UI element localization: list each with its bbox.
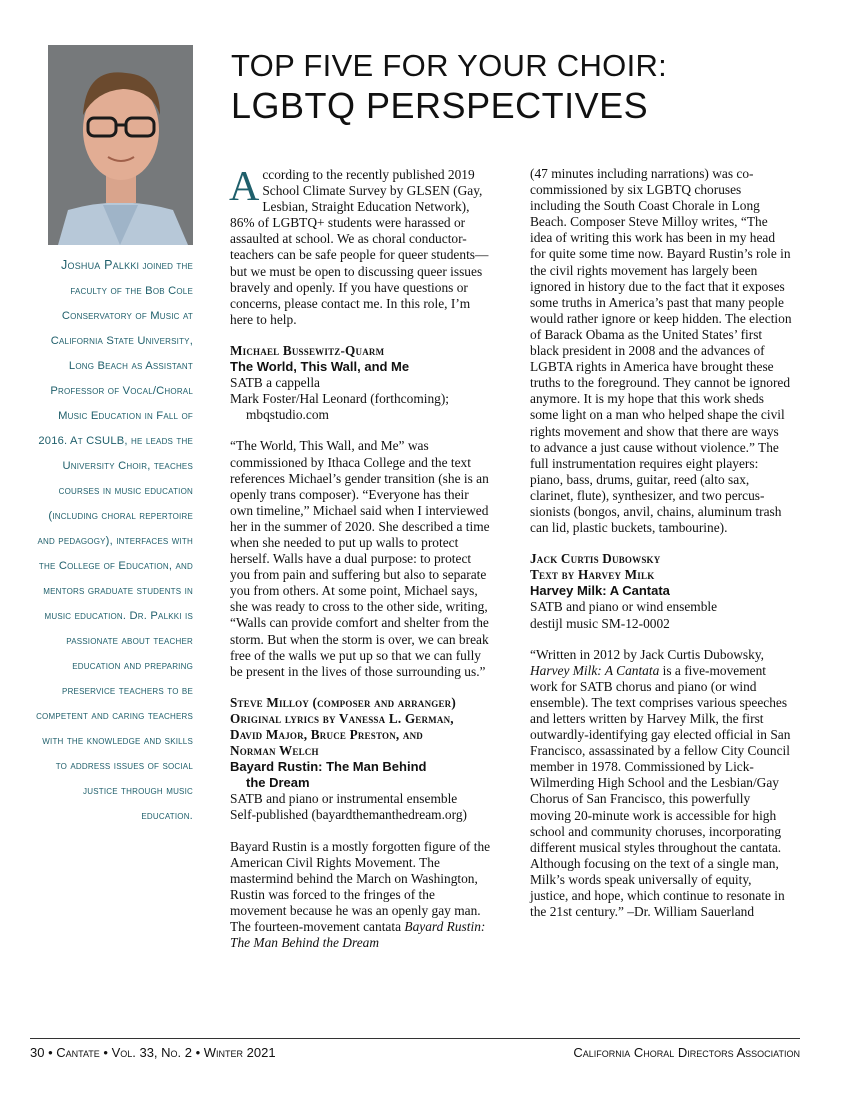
- entry1-work: The World, This Wall, and Me: [230, 359, 410, 375]
- entry2-lyrics-line3: Norman Welch: [230, 743, 319, 759]
- entry2-publisher: Self-published (bayardthemanthedream.org): [230, 807, 467, 823]
- column-2: [530, 166, 792, 935]
- entry3-description: [530, 647, 792, 921]
- title-line2: LGBTQ PERSPECTIVES: [231, 85, 649, 126]
- entry1-publisher: Mark Foster/Hal Leonard (forthcoming);: [230, 391, 450, 407]
- entry1-description: “The World, This Wall, and Me” was commissioned by Ithaca College and the text references Michael’s gender transition (she is an openly trans composer). “Everyone has their own timeline,” Michael said when I interviewed her in the summer of 2020. She described a time when she needed to put up walls to protect herself. Walls have a dual purpose: to protect you from pain and suffering but also to separate you from others. At some point, Michael says, she was ready to cross to the other side, writing, “Walls can provide comfort and shelter from the storm. But when the storm is over, we can break free of the walls we put up so that we can fully be present in the lives of those surrounding us.”: [230, 438, 490, 679]
- entry2-composer: Steve Milloy (composer and arranger): [230, 694, 456, 710]
- entry2-lyrics-line1: Original lyrics by Vanessa L. German,: [230, 710, 454, 726]
- repertoire-entry-3: [530, 551, 792, 631]
- entry2-desc-italic: Bayard Rustin: The Man Behind the Dream: [230, 919, 486, 951]
- entry1-composer: Michael Bussewitz-Quarm: [230, 342, 385, 358]
- repertoire-entry-1: [230, 343, 492, 423]
- footer-organization: California Choral Directors Association: [573, 1045, 800, 1060]
- column-1: [229, 164, 492, 966]
- intro-text: ccording to the recently published 2019 School Climate Survey by GLSEN (Gay, Lesbian, Straight Education Network), 86% of LGBTQ+ students were harassed or assaulted at school. We as choral conductor-teachers can be safe people for queer students—but we must be open to discussing queer issues bravely and openly. If you have questions or concerns, please contact me. In this role, I’m here to help.: [230, 167, 489, 327]
- author-name: Joshua Palkki: [61, 258, 140, 272]
- entry2-work-line2: the Dream: [246, 775, 310, 791]
- footer-issue: 30 • Cantate • Vol. 33, No. 2 • Winter 2021: [30, 1045, 276, 1060]
- entry3-publisher: destijl music SM-12-0002: [530, 615, 670, 631]
- entry2-work-line1: Bayard Rustin: The Man Behind: [230, 759, 427, 775]
- author-photo: [48, 45, 193, 245]
- repertoire-entry-2: [230, 695, 492, 824]
- drop-cap: A: [229, 164, 260, 210]
- entry3-text-by: Text by Harvey Milk: [530, 567, 655, 583]
- entry3-work: Harvey Milk: A Cantata: [530, 583, 670, 599]
- entry3-composer: Jack Curtis Dubowsky: [530, 551, 661, 567]
- entry3-desc-a: “Written in 2012 by Jack Curtis Dubowsky,: [530, 646, 765, 662]
- entry3-desc-italic: Harvey Milk: A Cantata: [530, 662, 660, 678]
- title-line1: TOP FIVE FOR YOUR CHOIR:: [231, 48, 668, 83]
- author-bio-text: joined the faculty of the Bob Cole Conservatory of Music at California State University, Long Beach as Assistant Professor of Vocal/Choral Music Education in Fall of 2016. At CSULB, he leads the University Choir, teaches courses in music education (including choral repertoire and pedagogy), interfaces with the College of Education, and mentors graduate students in music education. Dr. Palkki is passionate about teacher education and preparing preservice teachers to be competent and caring teachers with the knowledge and skills to address issues of social justice through music education.: [36, 260, 193, 822]
- entry1-voicing: SATB a cappella: [230, 375, 320, 391]
- entry2-desc-text: Bayard Rustin is a mostly forgotten figure of the American Civil Rights Movement. The mastermind behind the March on Washington, Rustin was forced to the fringes of the movement because he was an openly gay man. The fourteen-movement cantata: [230, 838, 491, 935]
- footer-rule: [30, 1038, 800, 1039]
- entry2-voicing: SATB and piano or instrumental ensemble: [230, 791, 458, 807]
- article-title: [231, 48, 791, 128]
- entry2-lyrics-line2: David Major, Bruce Preston, and: [230, 727, 423, 742]
- entry1-site: mbqstudio.com: [246, 407, 329, 423]
- entry3-voicing: SATB and piano or wind ensemble: [530, 599, 718, 615]
- entry3-desc-b: is a five-movement work for SATB chorus and piano (or wind ensemble). The text comprises various speeches and letters written by Harvey Milk, the first outwardly-identifying gay elected official in San Francisco, assassinated by a fellow City Council member in 1978. Commissioned by Lick-Wilmerding High School and the Lesbian/Gay Chorus of San Francisco, this powerfully moving 20-minute work is accessible for high school and community choruses, incorporating different musical styles throughout the cantata. Although focusing on the text of a single man, Milk’s words speak universally of equity, justice, and hope, which continue to resonate in the 21st century.” –Dr. William Sauerland: [530, 662, 791, 920]
- entry2-description-cont: (47 minutes including narrations) was co-commissioned by six LGBTQ choruses including the South Coast Chorale in Long Beach. Composer Steve Milloy writes, “The idea of writing this work has been in my head for quite some time now. Bayard Rustin’s role in the civil rights movement has largely been ignored in history due to the fact that it exposes some truths in America’s past that many people would rather ignore or keep hidden. The election of Barack Obama as the United States’ first black president in 2008 and the advances of LGBTA rights in America have brought these truths to the foreground. They cannot be ignored anymore. It is my hope that this work sheds some light on a man who helped shape the civil rights movement and show that there are ways to advance a just cause without violence.” The full instrumentation requires eight players: piano, bass, drums, guitar, reed (alto sax, clarinet, flute), synthesizer, and two percus-sionists (bongos, anvil, chains, aluminum trash can lid, plastic buckets, tambourine).: [530, 166, 792, 536]
- author-bio: [30, 253, 193, 829]
- intro-paragraph: [229, 164, 492, 328]
- entry2-description: [230, 839, 492, 952]
